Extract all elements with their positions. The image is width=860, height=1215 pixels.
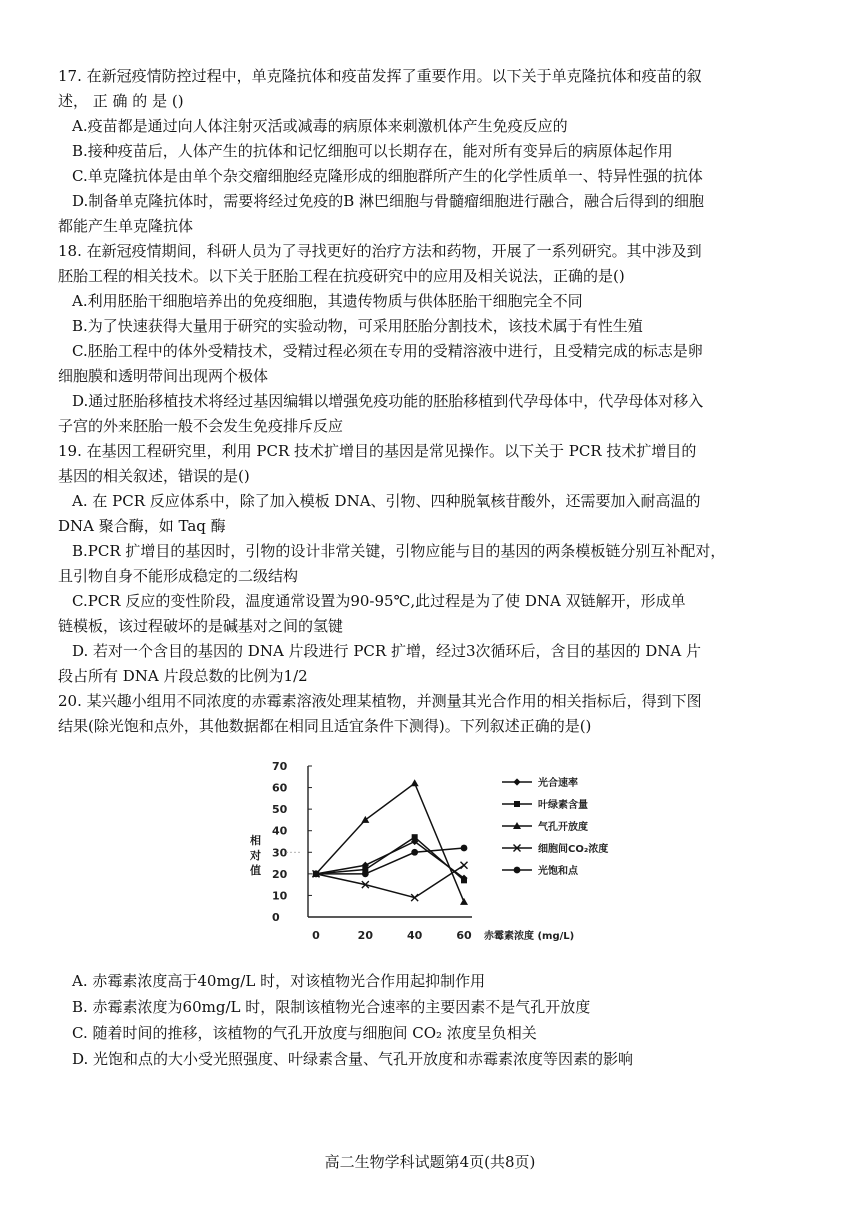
q19-option-b-1: B.PCR 扩增目的基因时，引物的设计非常关键，引物应能与目的基因的两条模板链分别互补配对， bbox=[72, 542, 726, 560]
y-tick-label: 50 bbox=[272, 803, 288, 817]
x-tick-label: 0 bbox=[312, 929, 320, 942]
q19-option-c-1: C.PCR 反应的变性阶段，温度通常设置为90-95℃,此过程是为了使 DNA 双链解开，形成单 bbox=[72, 592, 686, 610]
q19-option-d-2: 段占所有 DNA 片段总数的比例为1/2 bbox=[58, 667, 308, 685]
marker-square bbox=[514, 801, 520, 807]
question-20 bbox=[58, 689, 806, 739]
question-17 bbox=[58, 64, 806, 239]
x-tick-label: 40 bbox=[407, 929, 423, 942]
q20-stem-2: 结果(除光饱和点外，其他数据都在相同且适宜条件下测得)。下列叙述正确的是() bbox=[58, 717, 592, 735]
q18-option-d-1: D.通过胚胎移植技术将经过基因编辑以增强免疫功能的胚胎移植到代孕母体中，代孕母体对移入 bbox=[72, 392, 704, 410]
exam-page bbox=[58, 64, 806, 739]
y-tick-label: 10 bbox=[272, 889, 288, 903]
q17-stem-2: 述， 正 确 的 是 () bbox=[58, 92, 184, 110]
q19-option-b-2: 且引物自身不能形成稳定的二级结构 bbox=[58, 567, 299, 585]
y-tick-label: 0 bbox=[272, 911, 280, 924]
y-tick-label: 70 bbox=[272, 760, 288, 773]
q20-option-b: B. 赤霉素浓度为60mg/L 时，限制该植物光合速率的主要因素不是气孔开放度 bbox=[72, 998, 591, 1016]
legend-label: 细胞间CO₂浓度 bbox=[538, 844, 609, 855]
legend-label: 光饱和点 bbox=[538, 866, 578, 877]
q17-option-d-1: D.制备单克隆抗体时，需要将经过免疫的B 淋巴细胞与骨髓瘤细胞进行融合，融合后得到的细胞 bbox=[72, 192, 705, 210]
y-tick-label: 30 bbox=[272, 846, 288, 860]
y-axis-label-char: 相 bbox=[250, 834, 261, 847]
q19-stem-2: 基因的相关叙述，错误的是() bbox=[58, 467, 250, 485]
q18-stem-1: 18. 在新冠疫情期间，科研人员为了寻找更好的治疗方法和药物，开展了一系列研究。其中涉及到 bbox=[58, 242, 702, 260]
q20-stem-1: 20. 某兴趣小组用不同浓度的赤霉素溶液处理某植物，并测量其光合作用的相关指标后，得到下图 bbox=[58, 692, 702, 710]
q17-option-b: B.接种疫苗后，人体产生的抗体和记忆细胞可以长期存在，能对所有变异后的病原体起作用 bbox=[72, 142, 673, 160]
y-tick-label: 40 bbox=[272, 824, 288, 838]
series-3 bbox=[313, 862, 468, 901]
series-line bbox=[316, 783, 464, 902]
q20-option-c: C. 随着时间的推移，该植物的气孔开放度与细胞间 CO₂ 浓度呈负相关 bbox=[72, 1024, 537, 1042]
q18-option-b: B.为了快速获得大量用于研究的实验动物，可采用胚胎分割技术，该技术属于有性生殖 bbox=[72, 317, 643, 335]
q19-option-d-1: D. 若对一个含目的基因的 DNA 片段进行 PCR 扩增，经过3次循环后，含目的基因的 DNA 片 bbox=[72, 642, 702, 660]
q20-options bbox=[72, 968, 812, 1072]
y-tick-label: 60 bbox=[272, 781, 288, 795]
page-footer: 高二生物学科试题第4页(共8页) bbox=[324, 1153, 536, 1171]
q19-option-c-2: 链模板，该过程破坏的是碱基对之间的氢键 bbox=[58, 617, 344, 635]
chart-series bbox=[312, 779, 468, 905]
q18-option-c-2: 细胞膜和透明带间出现两个极体 bbox=[58, 367, 269, 385]
marker-square bbox=[461, 877, 467, 883]
q17-option-c: C.单克隆抗体是由单个杂交瘤细胞经克隆形成的细胞群所产生的化学性质单一、特异性强的抗体 bbox=[72, 167, 703, 185]
marker-circle bbox=[362, 870, 369, 877]
question-18 bbox=[58, 239, 806, 439]
x-axis-label: 赤霉素浓度 (mg/L) bbox=[484, 931, 575, 942]
y-axis-label-char: 值 bbox=[250, 864, 261, 877]
q17-option-a: A.疫苗都是通过向人体注射灭活或减毒的病原体来刺激机体产生免疫反应的 bbox=[72, 117, 568, 135]
q17-stem-1: 17. 在新冠疫情防控过程中，单克隆抗体和疫苗发挥了重要作用。以下关于单克隆抗体和疫苗的叙 bbox=[58, 67, 702, 85]
chart-legend bbox=[502, 776, 608, 877]
q20-option-d: D. 光饱和点的大小受光照强度、叶绿素含量、气孔开放度和赤霉素浓度等因素的影响 bbox=[72, 1050, 634, 1068]
q19-option-a-1: A. 在 PCR 反应体系中，除了加入模板 DNA、引物、四种脱氧核苷酸外，还需要加入耐高温的 bbox=[72, 492, 701, 510]
marker-diamond bbox=[513, 778, 520, 785]
x-tick-label: 20 bbox=[357, 929, 373, 942]
q18-option-a: A.利用胚胎干细胞培养出的免疫细胞，其遗传物质与供体胚胎干细胞完全不同 bbox=[72, 292, 583, 310]
q20-option-a: A. 赤霉素浓度高于40mg/L 时，对该植物光合作用起抑制作用 bbox=[72, 972, 486, 990]
marker-circle bbox=[411, 849, 418, 856]
marker-circle bbox=[461, 845, 468, 852]
legend-label: 叶绿素含量 bbox=[538, 800, 588, 811]
y-tick-label: 20 bbox=[272, 867, 288, 881]
y-axis-label-char: 对 bbox=[250, 849, 261, 862]
q18-stem-2: 胚胎工程的相关技术。以下关于胚胎工程在抗疫研究中的应用及相关说法，正确的是() bbox=[58, 267, 625, 285]
marker-triangle bbox=[460, 898, 468, 905]
marker-square bbox=[412, 834, 418, 840]
q19-option-a-2: DNA 聚合酶，如 Taq 酶 bbox=[58, 517, 226, 535]
legend-label: 气孔开放度 bbox=[538, 822, 588, 833]
series-0 bbox=[312, 838, 467, 882]
question-19 bbox=[58, 439, 806, 689]
chart-svg bbox=[250, 752, 630, 952]
legend-label: 光合速率 bbox=[538, 778, 578, 789]
q17-option-d-2: 都能产生单克隆抗体 bbox=[58, 217, 194, 235]
q18-option-c-1: C.胚胎工程中的体外受精技术，受精过程必须在专用的受精溶液中进行，且受精完成的标志是卵 bbox=[72, 342, 703, 360]
series-1 bbox=[313, 834, 467, 883]
x-tick-label: 60 bbox=[456, 929, 472, 942]
marker-circle bbox=[313, 870, 320, 877]
series-2 bbox=[312, 779, 468, 905]
q18-option-d-2: 子宫的外来胚胎一般不会发生免疫排斥反应 bbox=[58, 417, 344, 435]
marker-circle bbox=[514, 867, 521, 874]
marker-triangle bbox=[411, 779, 419, 786]
gibberellin-chart bbox=[250, 752, 630, 952]
q19-stem-1: 19. 在基因工程研究里，利用 PCR 技术扩增目的基因是常见操作。以下关于 PCR 技术扩增目的 bbox=[58, 442, 697, 460]
